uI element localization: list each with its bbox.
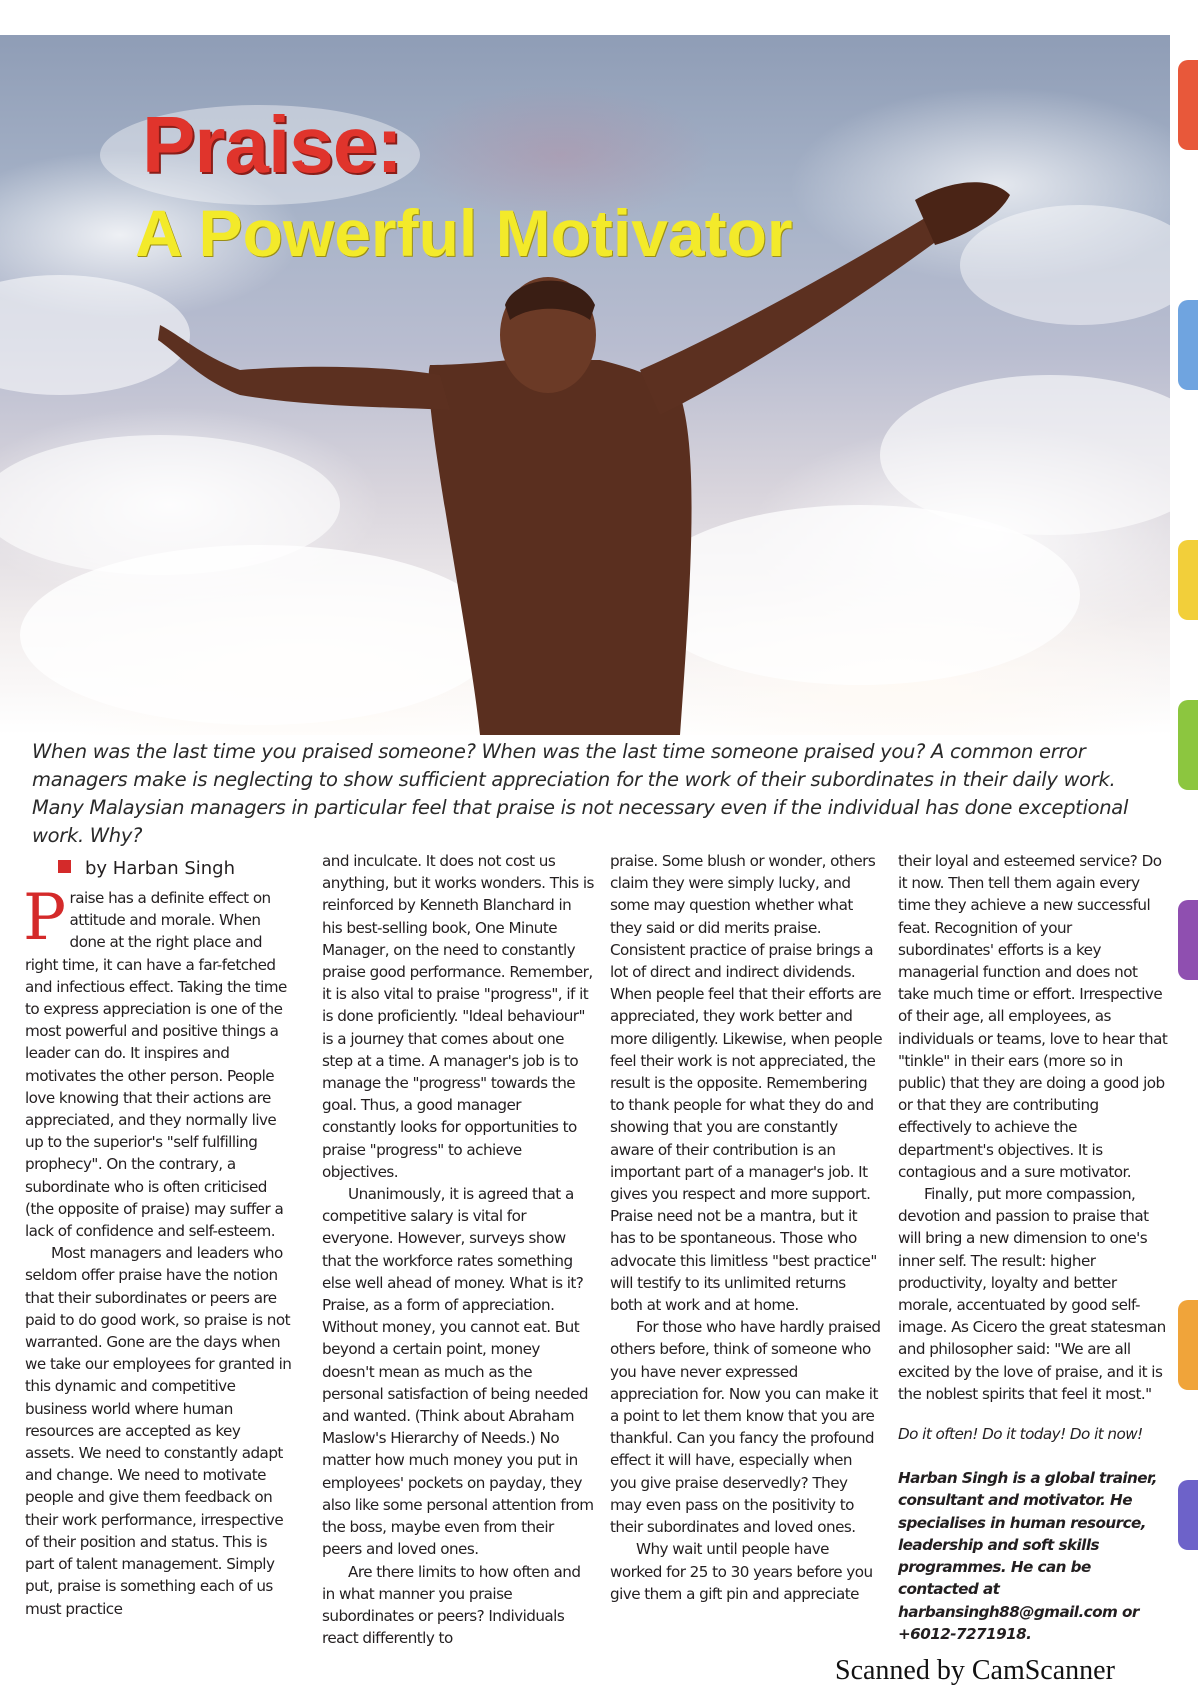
hero-photo [0, 35, 1170, 735]
column-4 [898, 850, 1170, 1645]
column-2 [322, 850, 594, 1649]
standfirst: When was the last time you praised someone? When was the last time someone praised you? A common error managers make is neglecting to show sufficient appreciation for the work of their subordinates in their daily work. Many Malaysian managers in particular feel that praise is not necessary even if the individual has done exceptional work. Why? [32, 740, 1129, 847]
column-3 [610, 850, 882, 1605]
edge-tab-yellow [1178, 540, 1198, 620]
column-1 [25, 857, 293, 1620]
edge-tab-purple [1178, 900, 1198, 980]
paragraph: praise. Some blush or wonder, others claim they were simply lucky, and some may question whether what they said or did merits praise. Consistent practice of praise brings a lot of direct and indirect dividends. When people feel that their efforts are appreciated, they work better and more diligently. Likewise, when people feel their work is not appreciated, the result is the opposite. Remembering to thank people for what they do and showing that you are constantly aware of their contribution is an important part of a manager's job. It gives you respect and more support. Praise need not be a mantra, but it has to be spontaneous. Those who advocate this limitless "best practice" will testify to its unlimited returns both at work and at home. [610, 852, 882, 1315]
edge-tab-red [1178, 60, 1198, 150]
paragraph: Are there limits to how often and in what manner you praise subordinates or peers? Individuals react differently to [322, 1562, 581, 1648]
paragraph: Unanimously, it is agreed that a competitive salary is vital for everyone. However, surveys show that the workforce rates something else well ahead of money. What is it? Praise, as a form of appreciation. Without money, you cannot eat. But beyond a certain point, money doesn't mean as much as the personal satisfaction of being needed and wanted. (Think about Abraham Maslow's Hierarchy of Needs.) No matter how much money you put in employees' pockets on payday, they also like some personal attention from the boss, maybe even from their peers and loved ones. [322, 1185, 594, 1559]
paragraph: and inculcate. It does not cost us anything, but it works wonders. This is reinforced by Kenneth Blanchard in his best-selling book, One Minute Manager, on the need to constantly praise good performance. Remember, it is also vital to praise "progress", if it is done proficiently. "Ideal behaviour" is a journey that comes about one step at a time. A manager's job is to manage the "progress" towards the goal. Thus, a good manager constantly looks for opportunities to praise "progress" to achieve objectives. [322, 852, 594, 1181]
paragraph: For those who have hardly praised others before, think of someone who you have never expressed appreciation for. Now you can make it a point to let them know that you are thankful. Can you fancy the profound effect it will have, especially when you give praise deservedly? They may even pass on the positivity to their subordinates and loved ones. [610, 1318, 881, 1537]
paragraph: Most managers and leaders who seldom offer praise have the notion that their subordinates or peers are paid to do good work, so praise is not warranted. Gone are the days when we take our employees for granted in this dynamic and competitive business world where human resources are accepted as key assets. We need to constantly adapt and change. We need to motivate people and give them feedback on their work performance, irrespective of their position and status. This is part of talent management. Simply put, praise is something each of us must practice [25, 1244, 292, 1618]
scan-watermark: Scanned by CamScanner [835, 1655, 1115, 1686]
author-bio: Harban Singh is a global trainer, consultant and motivator. He specialises in human resource, leadership and soft skills programmes. He can be contacted at harbansingh88@gmail.com or +6012-7271918. [898, 1469, 1157, 1643]
paragraph [23, 881, 293, 1242]
signoff: Do it often! Do it today! Do it now! [898, 1425, 1143, 1444]
dropcap: P [23, 881, 66, 955]
edge-tab-blue [1178, 300, 1198, 390]
byline-text: by Harban Singh [85, 858, 236, 879]
paragraph-text: raise has a definite effect on attitude and morale. When done at the right place and right time, it can have a far-fetched and infectious effect. Taking the time to express appreciation is one of the most powerful and positive things a leader can do. It inspires and motivates the other person. People love knowing that their actions are appreciated, and they normally live up to the superior's "self fulfilling prophecy". On the contrary, a subordinate who is often criticised (the opposite of praise) may suffer a lack of confidence and self-esteem. [25, 889, 287, 1241]
headline-subtitle: A Powerful Motivator [135, 196, 793, 270]
edge-tab-green [1178, 700, 1198, 790]
edge-tab-violet [1178, 1480, 1198, 1550]
paragraph: Finally, put more compassion, devotion and passion to praise that will bring a new dimension to one's inner self. The result: higher productivity, loyalty and better morale, accentuated by good self-image. As Cicero the great statesman and philosopher said: "We are all excited by the love of praise, and it is the noblest spirits that feel it most." [898, 1185, 1166, 1403]
paragraph: Why wait until people have worked for 25 to 30 years before you give them a gift pin and appreciate [610, 1540, 873, 1603]
paragraph: their loyal and esteemed service? Do it now. Then tell them again every time they achieve a new successful feat. Recognition of your subordinates' efforts is a key managerial function and does not take much time or effort. Irrespective of their age, all employees, as individuals or teams, love to hear that "tinkle" in their ears (more so in public) that they are doing a good job or that they are contributing effectively to achieve the department's objectives. It is contagious and a sure motivator. [898, 852, 1168, 1181]
edge-tab-orange [1178, 1300, 1198, 1390]
headline-praise: Praise: [142, 100, 402, 189]
